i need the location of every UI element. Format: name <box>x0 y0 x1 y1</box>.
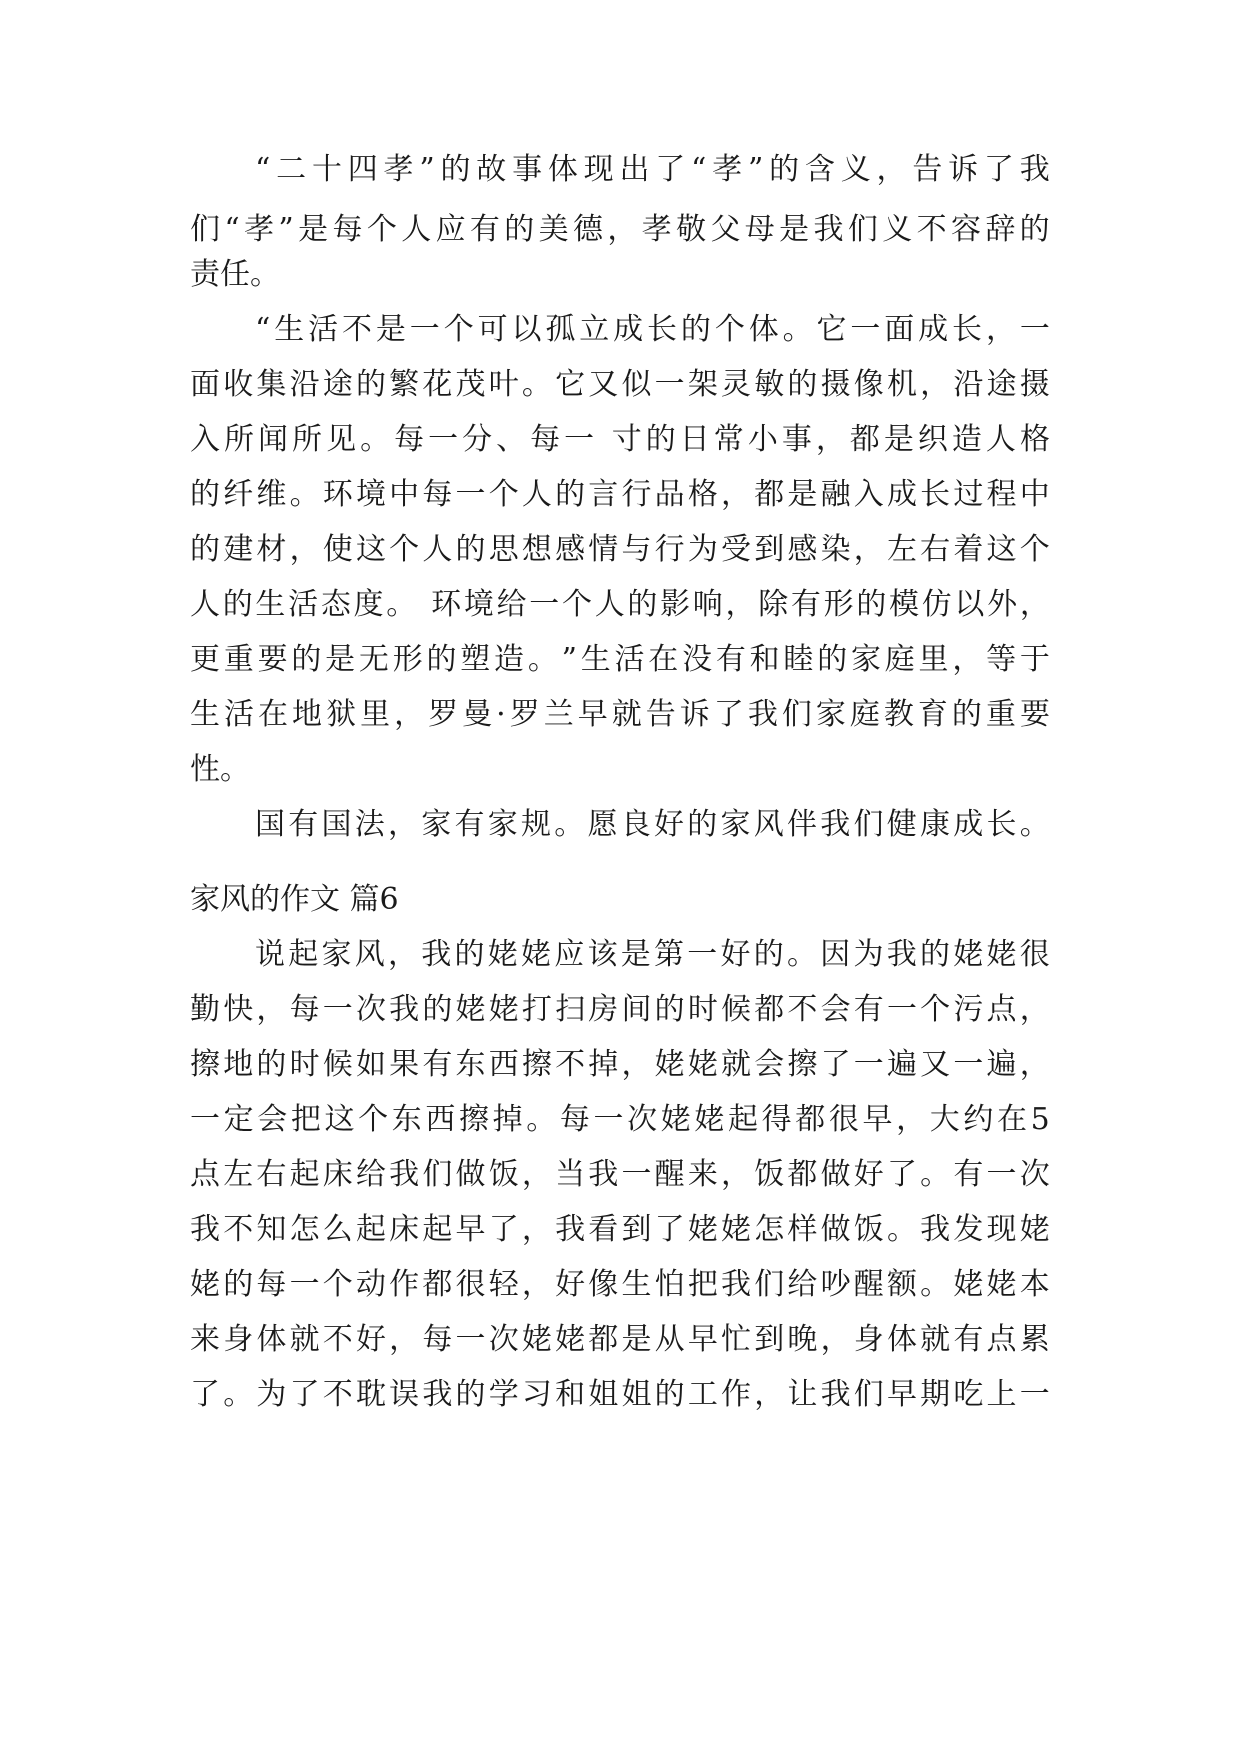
paragraph-line: 勤 快 ， 每 一 次 我 的 姥 姥 打 扫 房 间 的 时 候 都 不 会 有 一 个 污 点 ， <box>190 992 1050 1027</box>
paragraph-line: 来 身 体 就 不 好 ， 每 一 次 姥 姥 都 是 从 早 忙 到 晚 ， 身 体 就 有 点 累 <box>190 1322 1050 1357</box>
paragraph-line: 性。 <box>190 752 250 787</box>
paragraph-line: 一 定 会 把 这 个 东 西 擦 掉 。 每 一 次 姥 姥 起 得 都 很 早 ， 大 约 在 5 <box>190 1102 1050 1137</box>
paragraph-line: 我 不 知 怎 么 起 床 起 早 了 ， 我 看 到 了 姥 姥 怎 样 做 饭 。 我 发 现 姥 <box>190 1212 1050 1247</box>
paragraph-line: 姥 的 每 一 个 动 作 都 很 轻 ， 好 像 生 怕 把 我 们 给 吵 醒 额 。 姥 姥 本 <box>190 1267 1050 1302</box>
paragraph-line: 国 有 国 法 ， 家 有 家 规 。 愿 良 好 的 家 风 伴 我 们 健 康 成 长 。 <box>255 807 1050 842</box>
paragraph-line: 入 所 闻 所 见 。 每 一 分 、 每 一 寸 的 日 常 小 事 ， 都 是 织 造 人 格 <box>190 422 1050 457</box>
paragraph-line: 更 重 要 的 是 无 形 的 塑 造 。 ” 生 活 在 没 有 和 睦 的 家 庭 里 ， 等 于 <box>190 642 1050 677</box>
paragraph-line: 点 左 右 起 床 给 我 们 做 饭 ， 当 我 一 醒 来 ， 饭 都 做 好 了 。 有 一 次 <box>190 1157 1050 1192</box>
paragraph-line: 责任。 <box>190 257 280 292</box>
paragraph-line: 面 收 集 沿 途 的 繁 花 茂 叶 。 它 又 似 一 架 灵 敏 的 摄 像 机 ， 沿 途 摄 <box>190 367 1050 402</box>
paragraph-line: “ 二 十 四 孝 ” 的 故 事 体 现 出 了 “ 孝 ” 的 含 义 ， 告 诉 了 我 <box>255 152 1050 187</box>
paragraph-line: 说 起 家 风 ， 我 的 姥 姥 应 该 是 第 一 好 的 。 因 为 我 的 姥 姥 很 <box>255 937 1050 972</box>
paragraph-line: 人 的 生 活 态 度 。 环 境 给 一 个 人 的 影 响 ， 除 有 形 的 模 仿 以 外 ， <box>190 587 1050 622</box>
paragraph-line: 的 纤 维 。 环 境 中 每 一 个 人 的 言 行 品 格 ， 都 是 融 入 成 长 过 程 中 <box>190 477 1050 512</box>
paragraph-line: “ 生 活 不 是 一 个 可 以 孤 立 成 长 的 个 体 。 它 一 面 成 长 ， 一 <box>255 312 1050 347</box>
section-heading: 家风的作文 篇6 <box>190 882 399 917</box>
paragraph-line: 擦 地 的 时 候 如 果 有 东 西 擦 不 掉 ， 姥 姥 就 会 擦 了 一 遍 又 一 遍 ， <box>190 1047 1050 1082</box>
paragraph-line: 们 “ 孝 ” 是 每 个 人 应 有 的 美 德 ， 孝 敬 父 母 是 我 们 义 不 容 辞 的 <box>190 212 1050 247</box>
paragraph-line: 的 建 材 ， 使 这 个 人 的 思 想 感 情 与 行 为 受 到 感 染 ， 左 右 着 这 个 <box>190 532 1050 567</box>
paragraph-line: 生 活 在 地 狱 里 ， 罗 曼 · 罗 兰 早 就 告 诉 了 我 们 家 庭 教 育 的 重 要 <box>190 697 1050 732</box>
paragraph-line: 了 。 为 了 不 耽 误 我 的 学 习 和 姐 姐 的 工 作 ， 让 我 们 早 期 吃 上 一 <box>190 1377 1050 1412</box>
